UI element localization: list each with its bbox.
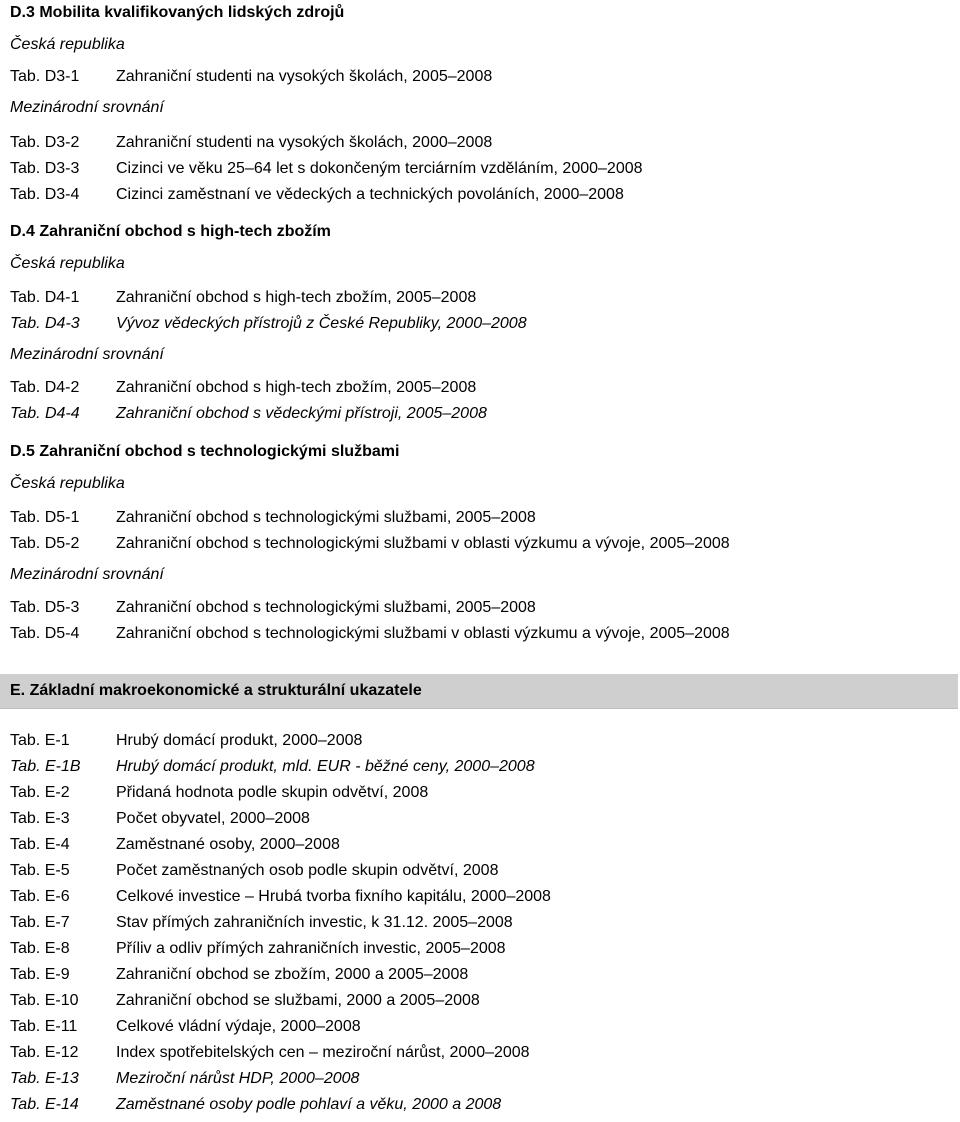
table-title: Stav přímých zahraničních investic, k 31.12. 2005–2008 — [116, 914, 513, 931]
table-entry[interactable] — [10, 887, 551, 907]
table-title: Počet obyvatel, 2000–2008 — [116, 810, 310, 827]
table-entry[interactable] — [10, 378, 476, 398]
table-entry[interactable] — [10, 1069, 359, 1089]
table-title: Cizinci zaměstnaní ve vědeckých a technických povoláních, 2000–2008 — [116, 186, 624, 203]
table-code: Tab. D4-4 — [10, 405, 80, 422]
table-title: Příliv a odliv přímých zahraničních investic, 2005–2008 — [116, 940, 506, 957]
table-code: Tab. D4-3 — [10, 315, 80, 332]
table-code: Tab. D4-1 — [10, 289, 80, 306]
table-code: Tab. E-6 — [10, 888, 70, 905]
table-title: Vývoz vědeckých přístrojů z České Republiky, 2000–2008 — [116, 315, 527, 332]
table-title: Zahraniční obchod s technologickými službami v oblasti výzkumu a vývoje, 2005–2008 — [116, 535, 730, 552]
table-code: Tab. D3-4 — [10, 186, 80, 203]
table-entry[interactable] — [10, 133, 492, 153]
table-title: Zahraniční obchod s technologickými službami, 2005–2008 — [116, 509, 536, 526]
subheading-czech-republic: Česká republika — [10, 36, 125, 53]
table-title: Zahraniční obchod s technologickými službami, 2005–2008 — [116, 599, 536, 616]
table-title: Zahraniční obchod s high-tech zbožím, 2005–2008 — [116, 289, 477, 306]
table-title: Hrubý domácí produkt, mld. EUR - běžné ceny, 2000–2008 — [116, 758, 535, 775]
table-title: Index spotřebitelských cen – meziroční nárůst, 2000–2008 — [116, 1044, 530, 1061]
table-entry[interactable] — [10, 598, 536, 618]
table-title: Zahraniční obchod se zbožím, 2000 a 2005–2008 — [116, 966, 469, 983]
table-entry[interactable] — [10, 757, 535, 777]
table-code: Tab. E-5 — [10, 862, 70, 879]
table-code: Tab. D3-3 — [10, 160, 80, 177]
table-title: Hrubý domácí produkt, 2000–2008 — [116, 732, 363, 749]
table-code: Tab. E-1 — [10, 732, 70, 749]
table-entry[interactable] — [10, 624, 730, 644]
table-code: Tab. D3-1 — [10, 68, 80, 85]
table-title: Meziroční nárůst HDP, 2000–2008 — [116, 1070, 360, 1087]
table-entry[interactable] — [10, 835, 340, 855]
section-heading-d3: D.3 Mobilita kvalifikovaných lidských zdrojů — [10, 4, 345, 21]
section-heading-d5: D.5 Zahraniční obchod s technologickými službami — [10, 443, 400, 460]
table-title: Počet zaměstnaných osob podle skupin odvětví, 2008 — [116, 862, 499, 879]
table-entry[interactable] — [10, 534, 730, 554]
table-entry[interactable] — [10, 159, 643, 179]
subheading-czech-republic: Česká republika — [10, 475, 125, 492]
table-entry[interactable] — [10, 913, 513, 933]
table-entry[interactable] — [10, 783, 428, 803]
table-entry[interactable] — [10, 404, 487, 424]
table-code: Tab. E-14 — [10, 1096, 79, 1113]
table-entry[interactable] — [10, 1043, 530, 1063]
table-entry[interactable] — [10, 861, 498, 881]
table-code: Tab. E-10 — [10, 992, 79, 1009]
table-entry[interactable] — [10, 508, 536, 528]
table-entry[interactable] — [10, 939, 506, 959]
table-code: Tab. D5-4 — [10, 625, 80, 642]
table-code: Tab. D5-3 — [10, 599, 80, 616]
table-entry[interactable] — [10, 67, 492, 87]
table-code: Tab. E-9 — [10, 966, 70, 983]
table-title: Cizinci ve věku 25–64 let s dokončeným terciárním vzděláním, 2000–2008 — [116, 160, 643, 177]
subheading-international: Mezinárodní srovnání — [10, 346, 164, 363]
table-title: Celkové investice – Hrubá tvorba fixního kapitálu, 2000–2008 — [116, 888, 551, 905]
table-entry[interactable] — [10, 731, 362, 751]
table-title: Zaměstnané osoby, 2000–2008 — [116, 836, 340, 853]
table-title: Zahraniční obchod s vědeckými přístroji, 2005–2008 — [116, 405, 487, 422]
subheading-czech-republic: Česká republika — [10, 255, 125, 272]
subheading-international: Mezinárodní srovnání — [10, 566, 164, 583]
table-title: Zahraniční studenti na vysokých školách, 2000–2008 — [116, 134, 493, 151]
table-code: Tab. E-11 — [10, 1018, 78, 1035]
table-entry[interactable] — [10, 1095, 501, 1115]
table-code: Tab. E-13 — [10, 1070, 79, 1087]
table-code: Tab. E-8 — [10, 940, 70, 957]
table-code: Tab. D4-2 — [10, 379, 80, 396]
table-code: Tab. E-3 — [10, 810, 70, 827]
table-title: Zahraniční studenti na vysokých školách, 2005–2008 — [116, 68, 493, 85]
table-entry[interactable] — [10, 185, 624, 205]
table-code: Tab. D5-2 — [10, 535, 80, 552]
table-entry[interactable] — [10, 965, 468, 985]
table-code: Tab. E-12 — [10, 1044, 79, 1061]
table-entry[interactable] — [10, 809, 310, 829]
table-entry[interactable] — [10, 991, 480, 1011]
table-code: Tab. D3-2 — [10, 134, 80, 151]
table-code: Tab. E-2 — [10, 784, 70, 801]
table-entry[interactable] — [10, 288, 476, 308]
table-title: Zahraniční obchod s high-tech zbožím, 2005–2008 — [116, 379, 477, 396]
table-title: Zahraniční obchod se službami, 2000 a 2005–2008 — [116, 992, 480, 1009]
table-code: Tab. E-1B — [10, 758, 81, 775]
table-entry[interactable] — [10, 314, 527, 334]
table-title: Zaměstnané osoby podle pohlaví a věku, 2000 a 2008 — [116, 1096, 502, 1113]
table-entry[interactable] — [10, 1017, 361, 1037]
section-heading-e: E. Základní makroekonomické a strukturální ukazatele — [10, 682, 422, 699]
section-heading-d4: D.4 Zahraniční obchod s high-tech zbožím — [10, 223, 331, 240]
table-title: Přidaná hodnota podle skupin odvětví, 2008 — [116, 784, 429, 801]
section-banner-e — [0, 674, 958, 709]
table-code: Tab. E-4 — [10, 836, 70, 853]
subheading-international: Mezinárodní srovnání — [10, 99, 164, 116]
table-title: Celkové vládní výdaje, 2000–2008 — [116, 1018, 361, 1035]
table-code: Tab. E-7 — [10, 914, 70, 931]
table-code: Tab. D5-1 — [10, 509, 80, 526]
table-title: Zahraniční obchod s technologickými službami v oblasti výzkumu a vývoje, 2005–2008 — [116, 625, 730, 642]
